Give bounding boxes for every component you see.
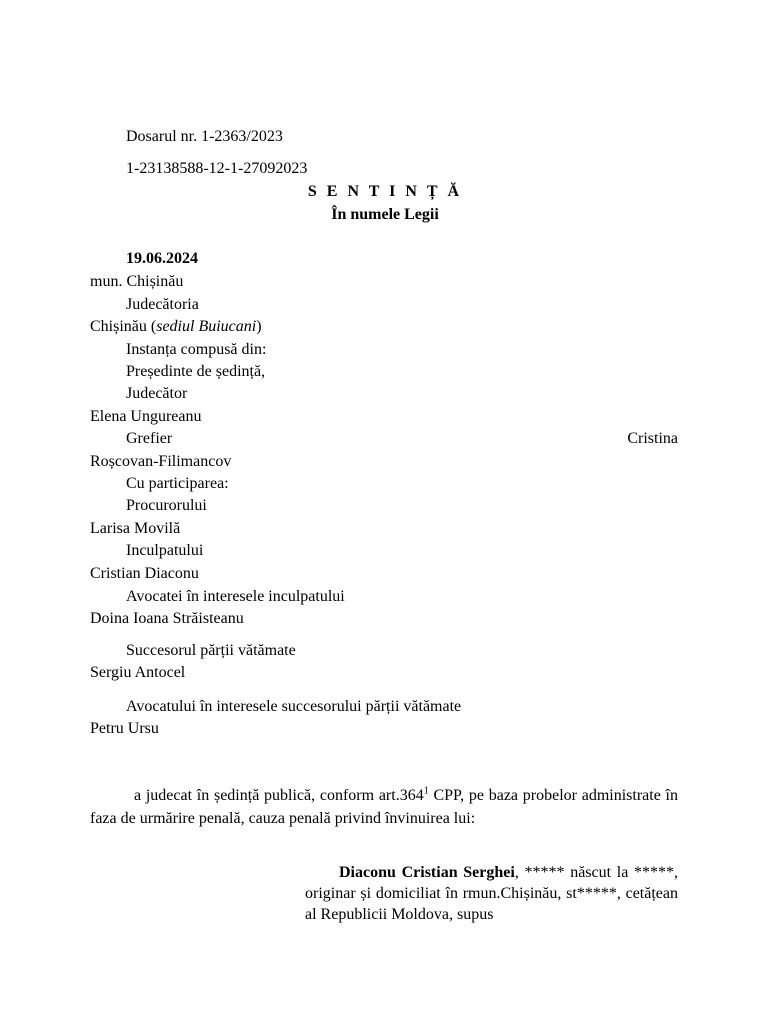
court-name: Chișinău (sediul Buiucani) [90, 318, 262, 335]
defense-lawyer-label: Avocatei în interesele inculpatului [126, 588, 345, 605]
document-title: S E N T I N Ț Ă [307, 183, 463, 200]
prosecutor-name: Larisa Movilă [90, 520, 181, 537]
victim-lawyer-label: Avocatului în interesele succesorului părții vătămate [126, 698, 462, 715]
clerk-first-name: Cristina [627, 430, 678, 447]
city: mun. Chișinău [90, 273, 184, 290]
sentence-date: 19.06.2024 [126, 250, 198, 267]
composition-label: Instanța compusă din: [126, 341, 267, 358]
court-label: Judecătoria [126, 296, 199, 313]
judge-label: Judecător [126, 385, 188, 402]
prosecutor-label: Procurorului [126, 497, 207, 514]
document-subtitle: În numele Legii [331, 206, 439, 223]
judge-name: Elena Ungureanu [90, 408, 202, 425]
judgment-paragraph: a judecat în ședință publică, conform art.364$^1$ CPP, pe baza probelor administrate în faza de urmărire penală, cauza penală privind învinuirea lui: [90, 785, 679, 827]
clerk-label: Grefier [126, 430, 173, 447]
defendant-name: Cristian Diaconu [90, 565, 199, 582]
president-label: Președinte de ședință, [126, 363, 266, 380]
case-number: Dosarul nr. 1-2363/2023 [126, 128, 283, 145]
victim-lawyer-name: Petru Ursu [90, 720, 159, 737]
victim-successor-label: Succesorul părții vătămate [126, 642, 296, 659]
court-seat: sediul Buiucani [156, 318, 257, 335]
victim-successor-name: Sergiu Antocel [90, 664, 186, 681]
case-code: 1-23138588-12-1-27092023 [126, 160, 308, 177]
defendant-identity-paragraph: Diaconu Cristian Serghei, ***** născut la *****, originar și domiciliat în rmun.Chișinău, st*****, cetățean al Republicii Moldova, supus [305, 864, 678, 923]
defendant-full-name: Diaconu Cristian Serghei [339, 864, 515, 881]
defense-lawyer-name: Doina Ioana Străisteanu [90, 610, 244, 627]
participation-label: Cu participarea: [126, 475, 229, 492]
defendant-label: Inculpatului [126, 542, 204, 559]
clerk-last-name: Roșcovan-Filimancov [90, 453, 232, 470]
